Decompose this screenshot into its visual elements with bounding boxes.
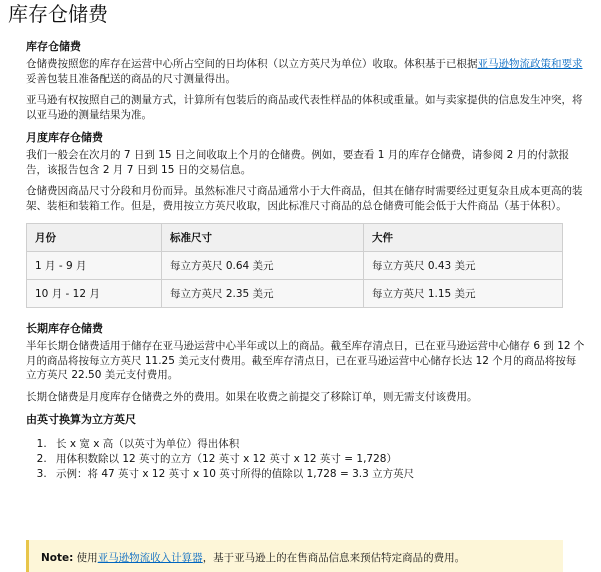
note-text-a: 使用 [73, 552, 98, 564]
conversion-steps-list [26, 437, 586, 482]
section-title-monthly-fee: 月度库存仓储费 [26, 131, 103, 144]
table-cell: 每立方英尺 1.15 美元 [364, 280, 563, 308]
storage-fee-paragraph-1 [26, 57, 586, 86]
storage-fee-text-a: 仓储费按照您的库存在运营中心所占空间的日均体积（以立方英尺为单位）收取。体积基于已根据 [26, 58, 478, 70]
table-header-row [27, 224, 563, 252]
page-title: 库存仓储费 [8, 2, 108, 26]
content [26, 40, 586, 482]
note-label: Note: [41, 552, 74, 564]
table-row [27, 252, 563, 280]
fba-policy-link[interactable]: 亚马逊物流政策和要求 [477, 58, 583, 70]
long-term-fee-paragraph-1: 半年长期仓储费适用于储存在亚马逊运营中心半年或以上的商品。截至库存清点日，已在亚马逊运营中心储存 6 到 12 个月的商品将按每立方英尺 11.25 美元支付费用。截至库存清点日，已在亚马逊运营中心储存长达 12 个月的商品将按每立方英尺 22.50 美元支付费用。 [26, 340, 585, 381]
storage-fee-text-b: 妥善包装且准备配送的商品的尺寸测量得出。 [26, 72, 236, 85]
table-cell: 每立方英尺 0.64 美元 [162, 252, 364, 280]
table-cell: 1 月 - 9 月 [27, 252, 162, 280]
list-item: 3. 示例：将 47 英寸 x 12 英寸 x 10 英寸所得的值除以 1,728 = 3.3 立方英尺 [50, 467, 586, 482]
note-box [26, 540, 563, 572]
storage-fee-paragraph-2: 亚马逊有权按照自己的测量方式，计算所有包装后的商品或代表性样品的体积或重量。如与卖家提供的信息发生冲突，将以亚马逊的测量结果为准。 [26, 94, 583, 121]
table-cell: 10 月 - 12 月 [27, 280, 162, 308]
section-title-long-term-fee: 长期库存仓储费 [26, 322, 103, 335]
table-header-standard: 标准尺寸 [162, 224, 364, 252]
section-title-storage-fee: 库存仓储费 [26, 40, 81, 53]
monthly-fee-paragraph-1: 我们一般会在次月的 7 日到 15 日之间收取上个月的仓储费。例如，要查看 1 月的库存仓储费，请参阅 2 月的付款报告，该报告包含 2 月 7 日到 15 日的交易信息。 [26, 149, 570, 176]
note-text-b: ，基于亚马逊上的在售商品信息来预估特定商品的费用。 [202, 552, 466, 564]
table-cell: 每立方英尺 0.43 美元 [364, 252, 563, 280]
list-item: 1. 长 x 宽 x 高（以英寸为单位）得出体积 [50, 437, 586, 452]
fee-table [26, 223, 563, 308]
revenue-calculator-link[interactable]: 亚马逊物流收入计算器 [97, 552, 203, 564]
table-row [27, 280, 563, 308]
table-cell: 每立方英尺 2.35 美元 [162, 280, 364, 308]
table-header-month: 月份 [27, 224, 162, 252]
section-title-conversion: 由英寸换算为立方英尺 [26, 413, 136, 426]
monthly-fee-paragraph-2: 仓储费因商品尺寸分段和月份而异。虽然标准尺寸商品通常小于大件商品，但其在储存时需要经过更复杂且成本更高的装架、装柜和装箱工作。但是，费用按立方英尺收取，因此标准尺寸商品的总仓储费可能会低于大件商品（基于体积）。 [26, 185, 583, 212]
table-header-oversize: 大件 [364, 224, 563, 252]
long-term-fee-paragraph-2: 长期仓储费是月度库存仓储费之外的费用。如果在收费之前提交了移除订单，则无需支付该费用。 [26, 390, 478, 403]
list-item: 2. 用体积数除以 12 英寸的立方（12 英寸 x 12 英寸 x 12 英寸 = 1,728） [50, 452, 586, 467]
